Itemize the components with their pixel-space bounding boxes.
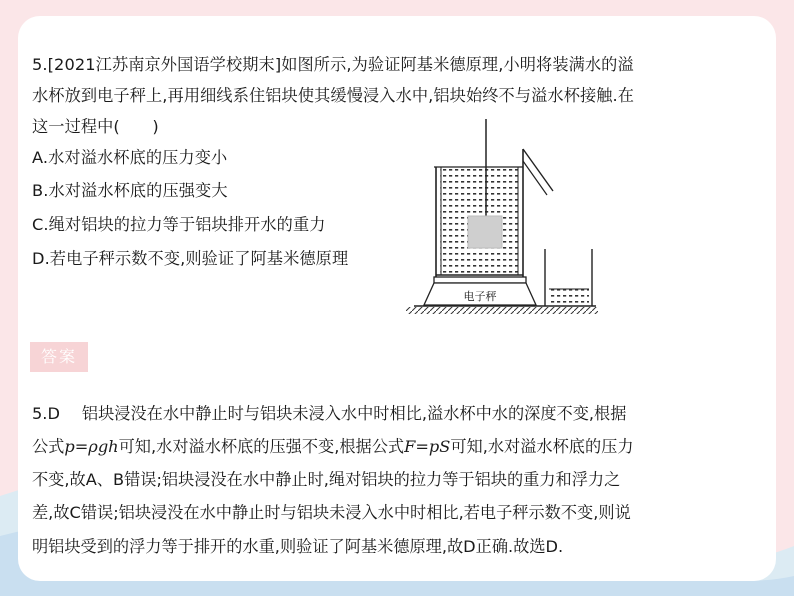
formula-pressure: p=ρgh (64, 437, 119, 456)
question-line-3: 这一过程中( ) (32, 117, 159, 136)
content-card (18, 16, 776, 581)
answer-line-3: 不变,故A、B错误;铝块浸没在水中静止时,绳对铝块的拉力等于铝块的重力和浮力之 (32, 470, 621, 489)
answer-text-2c: 可知,水对溢水杯底的压力 (450, 437, 634, 456)
answer-text-2b: 可知,水对溢水杯底的压强不变,根据公式 (118, 437, 405, 456)
question-line-2: 水杯放到电子秤上,再用细线系住铝块使其缓慢浸入水中,铝块始终不与溢水杯接触.在 (32, 86, 635, 105)
answer-text-2a: 公式 (32, 437, 65, 456)
option-b: B.水对溢水杯底的压强变大 (32, 181, 228, 200)
formula-force: F=pS (404, 437, 451, 456)
question-line-1: 5.[2021江苏南京外国语学校期末]如图所示,为验证阿基米德原理,小明将装满水的溢 (32, 55, 634, 74)
experiment-diagram (406, 119, 598, 321)
answer-badge: 答案 (30, 342, 88, 372)
answer-line-2 (32, 432, 634, 462)
answer-line-5: 明铝块受到的浮力等于排开的水重,则验证了阿基米德原理,故D正确.故选D. (32, 537, 564, 556)
overflow-cup (434, 149, 553, 277)
option-d: D.若电子秤示数不变,则验证了阿基米德原理 (32, 249, 349, 268)
answer-line-1 (32, 399, 626, 429)
scale-label: 电子秤 (463, 290, 497, 303)
receiving-cup (545, 249, 592, 306)
answer-number: 5.D (32, 404, 60, 423)
option-a: A.水对溢水杯底的压力变小 (32, 148, 228, 167)
option-c: C.绳对铝块的拉力等于铝块排开水的重力 (32, 215, 326, 234)
answer-line-4: 差,故C错误;铝块浸没在水中静止时与铝块未浸入水中时相比,若电子秤示数不变,则说 (32, 503, 631, 522)
answer-text-1: 铝块浸没在水中静止时与铝块未浸入水中时相比,溢水杯中水的深度不变,根据 (81, 404, 627, 423)
